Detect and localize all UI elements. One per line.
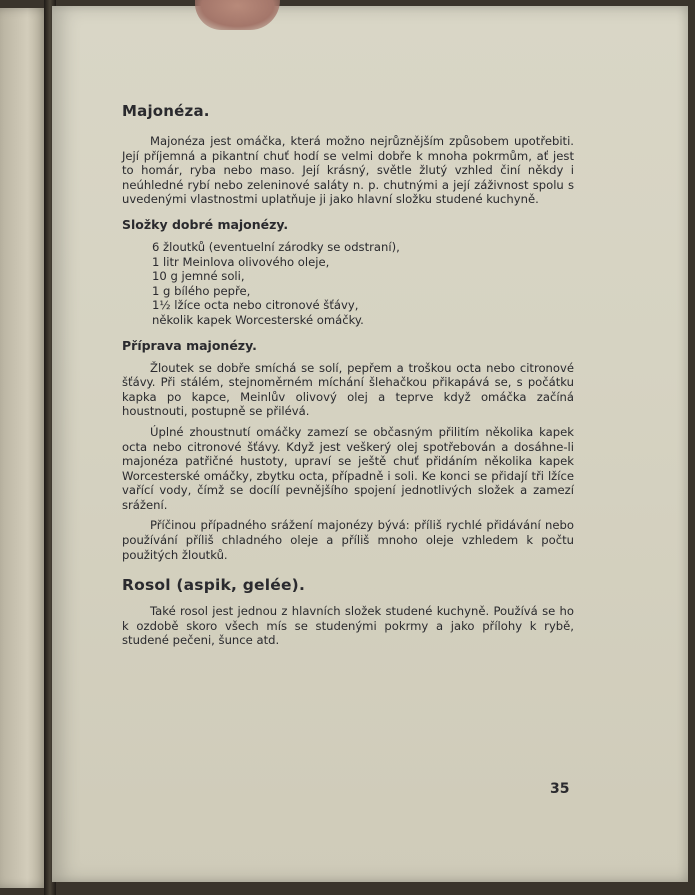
section-heading-slozky: Složky dobré majonézy.: [122, 216, 289, 232]
ingredient-item: 1 g bílého pepře,: [152, 283, 251, 298]
section-heading-rosol: Rosol (aspik, gelée).: [122, 576, 306, 595]
ingredient-item: 1½ lžíce octa nebo citronové šťávy,: [152, 298, 359, 313]
paragraph-priprava-2: Úplné zhoustnutí omáčky zamezí se občasným přilitím několika kapek octa nebo citronové šťávy. Když jest veškerý olej spotřebován a dosáhne-li majonéza patřičné hustoty, upraví se ještě chuť přidáním několika kapek Worcesterské omáčky, zbytku octa, případně i soli. Ke konci se přidají tři lžíce vařící vody, čímž se docílí pevnějšího spojení jednotlivých složek a zamezí srážení.: [122, 424, 574, 512]
ingredient-item: 10 g jemné soli,: [152, 269, 245, 284]
paragraph-majoneza-intro: Majonéza jest omáčka, která možno nejrůznějším způsobem upotřebiti. Její příjemná a pikantní chuť hodí se velmi dobře k mnoha pokrmům, ať jest to homár, ryba nebo maso. Její krásný, světle žlutý vzhled činí někdy i neúhledné rybí nebo zeleninové saláty n. p. chutnými a její záživnost spolu s uvedenými vlastnostmi uplatňuje ji jako hlavní složku studené kuchyně.: [122, 134, 574, 207]
ingredient-item: 6 žloutků (eventuelní zárodky se odstraní),: [152, 239, 400, 254]
previous-page-edge: [0, 8, 50, 888]
ingredient-item: několik kapek Worcesterské omáčky.: [152, 312, 364, 327]
paragraph-priprava-3: Příčinou případného srážení majonézy bývá: příliš rychlé přidávání nebo používání příliš chladného oleje a příliš mnoho oleje vzhledem k počtu použitých žloutků.: [122, 518, 574, 562]
page-content: [122, 102, 574, 654]
paragraph-rosol: Také rosol jest jednou z hlavních složek studené kuchyně. Používá se ho k ozdobě skoro všech mís se studenými pokrmy a jako přílohy k rybě, studené pečeni, šunce atd.: [122, 604, 574, 648]
book-page: [52, 6, 688, 882]
ingredient-list: [152, 240, 574, 328]
section-heading-majoneza: Majonéza.: [122, 102, 210, 120]
page-number: 35: [550, 781, 570, 797]
paragraph-priprava-1: Žloutek se dobře smíchá se solí, pepřem a troškou octa nebo citronové šťávy. Při stálém, stejnoměrném míchání šlehačkou přikapává se, s počátku kapka po kapce, Meinlův olivový olej a teprve když omáčka začíná houstnouti, postupně se přilévá.: [122, 360, 574, 419]
ingredient-item: 1 litr Meinlova olivového oleje,: [152, 254, 330, 269]
section-heading-priprava: Příprava majonézy.: [122, 337, 257, 353]
